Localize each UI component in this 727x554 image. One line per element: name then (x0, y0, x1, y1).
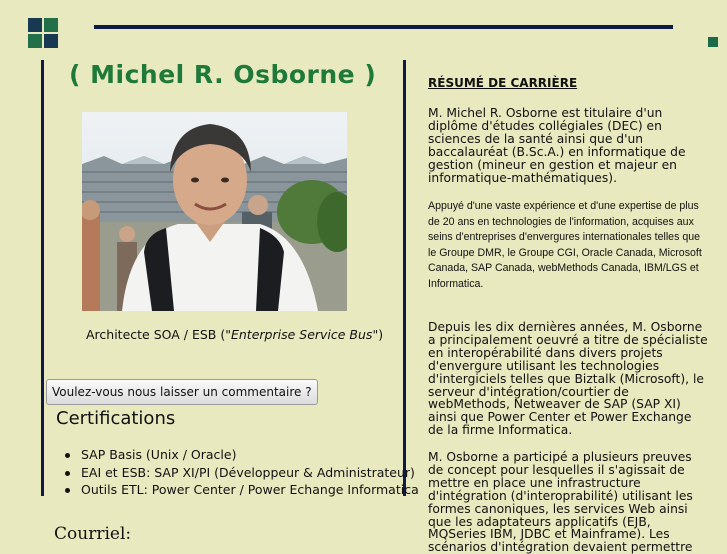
email-label: Courriel: (54, 524, 132, 544)
certifications-list (63, 446, 419, 499)
logo-square (44, 34, 58, 48)
logo-square (44, 18, 58, 32)
profile-caption (86, 327, 383, 342)
caption-suffix: ") (372, 327, 384, 342)
corner-square (708, 37, 718, 47)
caption-prefix: Architecte SOA / ESB (" (86, 327, 231, 342)
certifications-heading: Certifications (56, 408, 176, 429)
header-rule (94, 25, 673, 29)
leave-comment-button[interactable]: Voulez-vous nous laisser un commentaire ? (46, 379, 318, 405)
profile-photo (82, 112, 347, 311)
list-item: SAP Basis (Unix / Oracle) (63, 446, 419, 464)
resume-paragraph: M. Osborne a participé a plusieurs preuves de concept pour lesquelles il s'agissait de mettre en place une infrastructure d'intégration (d'interoprabilité) utilisant les formes canoniques, les services Web ainsi que les adaptateurs applicatifs (EJB, MQSeries IBM, JDBC et Mainframe). Les scénarios d'intégration devaient permettre (428, 450, 693, 554)
caption-emphasis: Enterprise Service Bus (230, 327, 373, 342)
list-item: EAI et ESB: SAP XI/PI (Développeur & Administrateur) (63, 464, 419, 482)
logo-square (28, 34, 42, 48)
list-item: Outils ETL: Power Center / Power Echange Informatica (63, 481, 419, 499)
column-divider (403, 60, 406, 496)
page-title: ( Michel R. Osborne ) (69, 60, 377, 89)
resume-paragraph: Depuis les dix dernières années, M. Osborne a principalement oeuvré a titre de spécialiste en interopérabilité dans divers projets d'envergure utilisant les technologies d'intergiciels telles que Biztalk (Microsoft), le serveur d'intégration/courtier de webMethods, Netweaver de SAP (SAP XI) ainsi que Power Center et Power Exchange de la firme Informatica. (428, 320, 708, 438)
resume-paragraph: M. Michel R. Osborne est titulaire d'un diplôme d'études collégiales (DEC) en sciences de la santé ainsi que d'un baccalauréat (B.Sc.A.) en informatique de gestion (mineur en gestion et majeur en informatique-mathématiques). (428, 106, 686, 185)
resume-paragraph: Appuyé d'une vaste expérience et d'une expertise de plus de 20 ans en technologies de l'information, acquises aux seins d'entreprises d'envergures internationales telles que le Groupe DMR, le Groupe CGI, Oracle Canada, Microsoft Canada, SAP Canada, webMethods Canada, IBM/LGS et Informatica. (428, 200, 702, 290)
profile-photo-image (82, 112, 347, 311)
site-logo (28, 18, 58, 48)
resume-heading: RÉSUMÉ DE CARRIÈRE (428, 76, 578, 90)
left-column-border (41, 60, 44, 496)
logo-square (28, 18, 42, 32)
